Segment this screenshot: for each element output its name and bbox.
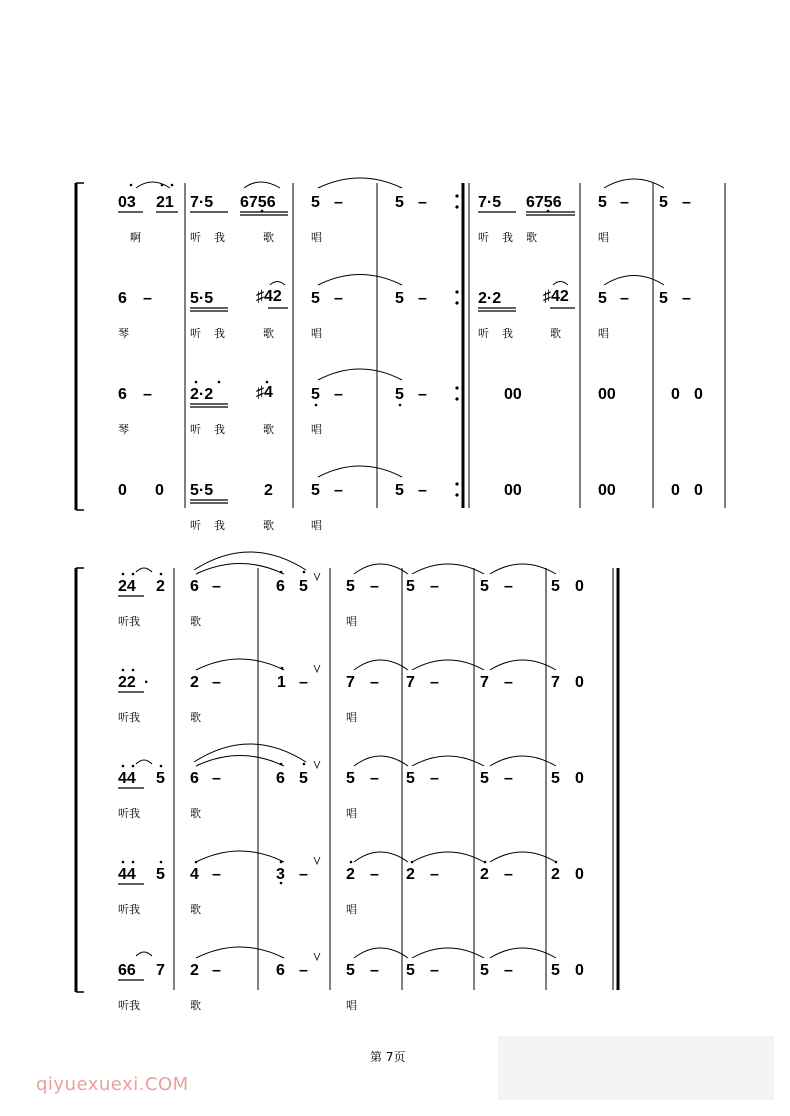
- note: 22: [118, 674, 136, 691]
- lyric: 我: [214, 519, 225, 532]
- note: 5: [299, 578, 308, 595]
- note: 6: [276, 770, 285, 787]
- note: 6756: [526, 194, 562, 211]
- note: 6756: [240, 194, 276, 211]
- note: 2: [480, 866, 489, 883]
- lyric: 听我: [118, 903, 140, 916]
- note: 5·5: [190, 482, 214, 499]
- note: 21: [156, 194, 174, 211]
- footer-shade: [498, 1036, 774, 1100]
- note: 03: [118, 194, 136, 211]
- lyric: 听: [190, 327, 201, 340]
- note: 5: [311, 386, 320, 403]
- note: 44: [118, 770, 136, 787]
- note: 5: [299, 770, 308, 787]
- note: 5: [311, 290, 320, 307]
- lyric: 唱: [346, 999, 357, 1012]
- note: 66: [118, 962, 136, 979]
- lyric: 琴: [118, 327, 129, 340]
- dash: –: [334, 482, 343, 499]
- lyric: 唱: [346, 903, 357, 916]
- lyric: 听我: [118, 711, 140, 724]
- note: 4: [190, 866, 199, 883]
- note: 5: [406, 962, 415, 979]
- note: 5: [311, 482, 320, 499]
- lyric: 我: [214, 327, 225, 340]
- note: 2: [190, 962, 199, 979]
- note: 7: [551, 674, 560, 691]
- lyric: 听我: [118, 615, 140, 628]
- note: 5: [598, 290, 607, 307]
- lyric: 唱: [311, 327, 322, 340]
- dash: –: [430, 578, 439, 595]
- dash: –: [504, 962, 513, 979]
- lyric: 听我: [118, 807, 140, 820]
- dash: –: [430, 674, 439, 691]
- note: 5: [480, 962, 489, 979]
- dash: –: [620, 194, 629, 211]
- note: 0: [694, 386, 703, 403]
- dash: –: [370, 962, 379, 979]
- dash: –: [418, 290, 427, 307]
- note: 6: [118, 386, 127, 403]
- note: 5: [346, 962, 355, 979]
- note: 2: [190, 674, 199, 691]
- dash: –: [334, 386, 343, 403]
- dash: –: [212, 770, 221, 787]
- note: 5: [659, 290, 668, 307]
- lyric: 歌: [190, 615, 201, 628]
- note: 0: [575, 578, 584, 595]
- note: 00: [598, 482, 616, 499]
- note: 6: [118, 290, 127, 307]
- lyric: 啊: [130, 231, 141, 244]
- lyric: 歌: [190, 903, 201, 916]
- note: 7: [156, 962, 165, 979]
- lyric: 听: [478, 327, 489, 340]
- note: 5: [395, 386, 404, 403]
- dash: –: [418, 386, 427, 403]
- note: 5: [480, 770, 489, 787]
- dash: –: [143, 290, 152, 307]
- note: 2: [264, 482, 273, 499]
- note: 5: [598, 194, 607, 211]
- lyric: 歌: [263, 423, 274, 436]
- note: 0: [575, 962, 584, 979]
- note: ♯42: [256, 288, 282, 305]
- note: 5: [480, 578, 489, 595]
- dash: –: [620, 290, 629, 307]
- note: 5: [311, 194, 320, 211]
- dash: –: [334, 290, 343, 307]
- note: 1: [277, 674, 286, 691]
- dash: –: [430, 962, 439, 979]
- lyric: 歌: [190, 999, 201, 1012]
- dash: –: [430, 770, 439, 787]
- lyric: 听: [190, 519, 201, 532]
- dash: –: [682, 290, 691, 307]
- dash: –: [212, 578, 221, 595]
- dash: –: [299, 866, 308, 883]
- dash: –: [504, 674, 513, 691]
- lyric: 唱: [346, 615, 357, 628]
- note: ·: [144, 674, 150, 691]
- lyric: 唱: [311, 231, 322, 244]
- note: 5: [406, 770, 415, 787]
- note: 7: [346, 674, 355, 691]
- lyric: 我: [214, 231, 225, 244]
- note: 5: [156, 770, 165, 787]
- note: 24: [118, 578, 136, 595]
- note: 0: [671, 482, 680, 499]
- lyric: 歌: [263, 231, 274, 244]
- dash: –: [299, 674, 308, 691]
- note: 5: [346, 578, 355, 595]
- note: ♯42: [543, 288, 569, 305]
- note: 5·5: [190, 290, 214, 307]
- note: 7·5: [478, 194, 502, 211]
- note: 5: [551, 962, 560, 979]
- note: 0: [575, 770, 584, 787]
- lyric: 歌: [190, 711, 201, 724]
- lyric: 唱: [598, 327, 609, 340]
- note: 00: [504, 386, 522, 403]
- dash: –: [370, 578, 379, 595]
- dash: –: [504, 770, 513, 787]
- dash: –: [504, 578, 513, 595]
- note: 5: [156, 866, 165, 883]
- lyric: 我: [214, 423, 225, 436]
- dash: –: [212, 866, 221, 883]
- note: 3: [276, 866, 285, 883]
- note: 5: [395, 194, 404, 211]
- lyric: 琴: [118, 423, 129, 436]
- note: 2·2: [190, 386, 214, 403]
- note: 5: [551, 770, 560, 787]
- note: 0: [118, 482, 127, 499]
- note: 5: [659, 194, 668, 211]
- note: 5: [346, 770, 355, 787]
- note: 2·2: [478, 290, 502, 307]
- lyric: 歌: [190, 807, 201, 820]
- note: 2: [551, 866, 560, 883]
- note: 00: [598, 386, 616, 403]
- note: 44: [118, 866, 136, 883]
- note: 0: [575, 866, 584, 883]
- lyric: 歌: [263, 327, 274, 340]
- lyric: 歌: [550, 327, 561, 340]
- lyric: 我: [502, 231, 513, 244]
- dash: –: [418, 482, 427, 499]
- lyric: 唱: [311, 519, 322, 532]
- lyric: 听我: [118, 999, 140, 1012]
- dash: –: [143, 386, 152, 403]
- note: 2: [346, 866, 355, 883]
- dash: –: [370, 674, 379, 691]
- dash: –: [682, 194, 691, 211]
- note: 0: [694, 482, 703, 499]
- lyric: 听: [190, 423, 201, 436]
- note: 6: [276, 578, 285, 595]
- dash: –: [299, 962, 308, 979]
- dash: –: [212, 962, 221, 979]
- note: 7·5: [190, 194, 214, 211]
- note: 6: [276, 962, 285, 979]
- note: 2: [406, 866, 415, 883]
- lyric: 唱: [311, 423, 322, 436]
- note: ♯4: [256, 384, 273, 401]
- note: 7: [406, 674, 415, 691]
- note: 5: [406, 578, 415, 595]
- note: 0: [671, 386, 680, 403]
- note: 5: [395, 482, 404, 499]
- dash: –: [370, 770, 379, 787]
- dash: –: [430, 866, 439, 883]
- page-number: 第 7页: [370, 1050, 406, 1064]
- note: 6: [190, 578, 199, 595]
- dash: –: [370, 866, 379, 883]
- lyric: 唱: [346, 711, 357, 724]
- note: 00: [504, 482, 522, 499]
- dash: –: [212, 674, 221, 691]
- note: 0: [155, 482, 164, 499]
- lyric: 听: [478, 231, 489, 244]
- lyric: 我: [502, 327, 513, 340]
- dash: –: [334, 194, 343, 211]
- dash: –: [418, 194, 427, 211]
- lyric: 歌: [263, 519, 274, 532]
- note: 2: [156, 578, 165, 595]
- watermark: qiyuexuexi.COM: [36, 1074, 189, 1095]
- lyric: 唱: [598, 231, 609, 244]
- lyric: 听: [190, 231, 201, 244]
- dash: –: [504, 866, 513, 883]
- note: 5: [551, 578, 560, 595]
- note: 0: [575, 674, 584, 691]
- lyric: 唱: [346, 807, 357, 820]
- note: 5: [395, 290, 404, 307]
- note: 7: [480, 674, 489, 691]
- note: 6: [190, 770, 199, 787]
- lyric: 歌: [526, 231, 537, 244]
